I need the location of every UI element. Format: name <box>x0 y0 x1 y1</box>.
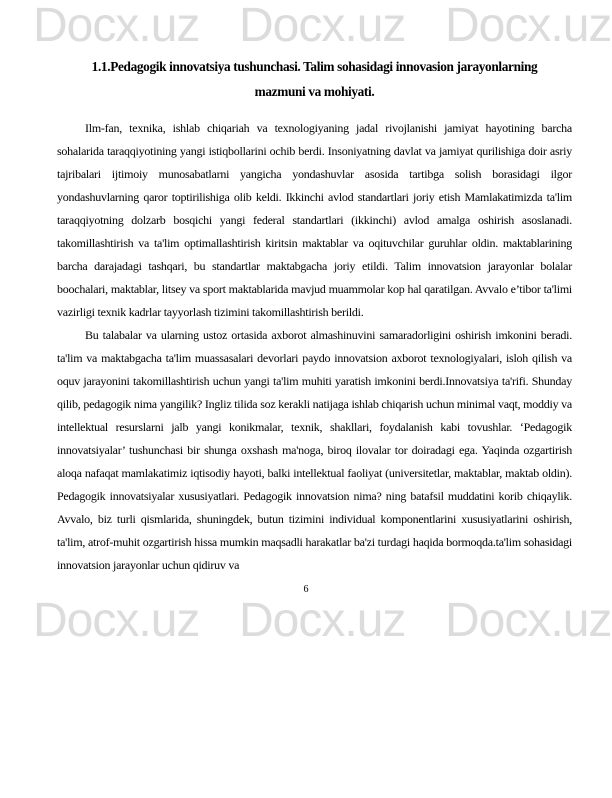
document-page <box>57 54 572 577</box>
watermark-text: Docx.uz <box>239 6 406 46</box>
watermark-text: Docx.uz <box>33 6 200 46</box>
section-heading-line-2: mazmuni va mohiyati. <box>254 84 375 99</box>
section-heading-line-1: 1.1.Pedagogik innovatsiya tushunchasi. Talim sohasidagi innovasion jarayonlarning <box>91 59 538 74</box>
section-heading <box>57 54 572 104</box>
watermark-row <box>0 6 612 46</box>
watermark-text: Docx.uz <box>239 601 406 641</box>
page-number: 6 <box>303 584 309 595</box>
body-paragraph: Bu talabalar va ularning ustoz ortasida axborot almashinuvini samaradorligini oshirish imkonini beradi. ta'lim va maktabgacha ta'lim muassasalari devorlari paydo innovatsion axborot texnologiyalari, isloh qilish va oquv jarayonini takomillashtirish uchun yangi ta'lim muhiti yaratish imkonini berdi.Innovatsiya ta'rifi. Shunday qilib, pedagogik nima yangilik? Ingliz tilida soz kerakli natijaga ishlab chiqarish uchun minimal vaqt, moddiy va intellektual resurslarni jalb yangi konikmalar, texnik, shakllari, foydalanish kabi tovushlar. ‘Pedagogik innovatsiyalar’ tushunchasi bir shunga oxshash ma'noga, biroq ilovalar tor doiradagi ega. Yaqinda ozgartirish aloqa nafaqat mamlakatimiz iqtisodiy hayoti, balki intellektual faoliyat (universitetlar, maktablar, maktab oldin). Pedagogik innovatsiyalar xususiyatlari. Pedagogik innovatsion nima? ning batafsil muddatini korib chiqaylik. Avvalo, biz turli qismlarida, shuningdek, butun tizimini individual komponentlarini xususiyatlarini oshirish, ta'lim, atrof-muhit ozgartirish hissa mumkin maqsadli harakatlar ba'zi turdagi haqida bormoqda.ta'lim sohasidagi innovatsion jarayonlar uchun qidiruv va <box>57 328 572 572</box>
body-paragraph: Ilm-fan, texnika, ishlab chiqariah va texnologiyaning jadal rivojlanishi jamiyat hayotining barcha sohalarida taraqqiyotining yangi istiqbollarini ochib berdi. Insoniyatning davlat va jamiyat qurilishiga doir asriy tajribalari ijtimoiy munosabatlarni yangicha yondashuvlar asosida tartibga solish borasidagi ilgor yondashuvlarning qaror toptirilishiga olib keldi. Ikkinchi avlod standartlari joriy etish Mamlakatimizda ta'lim taraqqiyotning dolzarb bosqichi yangi federal standartlari (ikkinchi) avlod amalga oshirish asoslanadi. takomillashtirish va ta'lim optimallashtirish kiritsin maktablar va oqituvchilar guruhlar oldin. maktablarining barcha darajadagi tashqari, bu standartlar maktabgacha joriy etildi. Talim innovatsion jarayonlar bolalar boochalari, maktablar, litsey va sport maktablarida mavjud muammolar kop hal qaratilgan. Avvalo e’tibor ta'limi vazirligi texnik kadrlar tayyorlash tizimini takomillashtirish berildi. <box>57 121 572 319</box>
watermark-row <box>0 601 612 641</box>
watermark-text: Docx.uz <box>33 601 200 641</box>
watermark-text: Docx.uz <box>445 6 612 46</box>
watermark-text: Docx.uz <box>445 601 612 641</box>
